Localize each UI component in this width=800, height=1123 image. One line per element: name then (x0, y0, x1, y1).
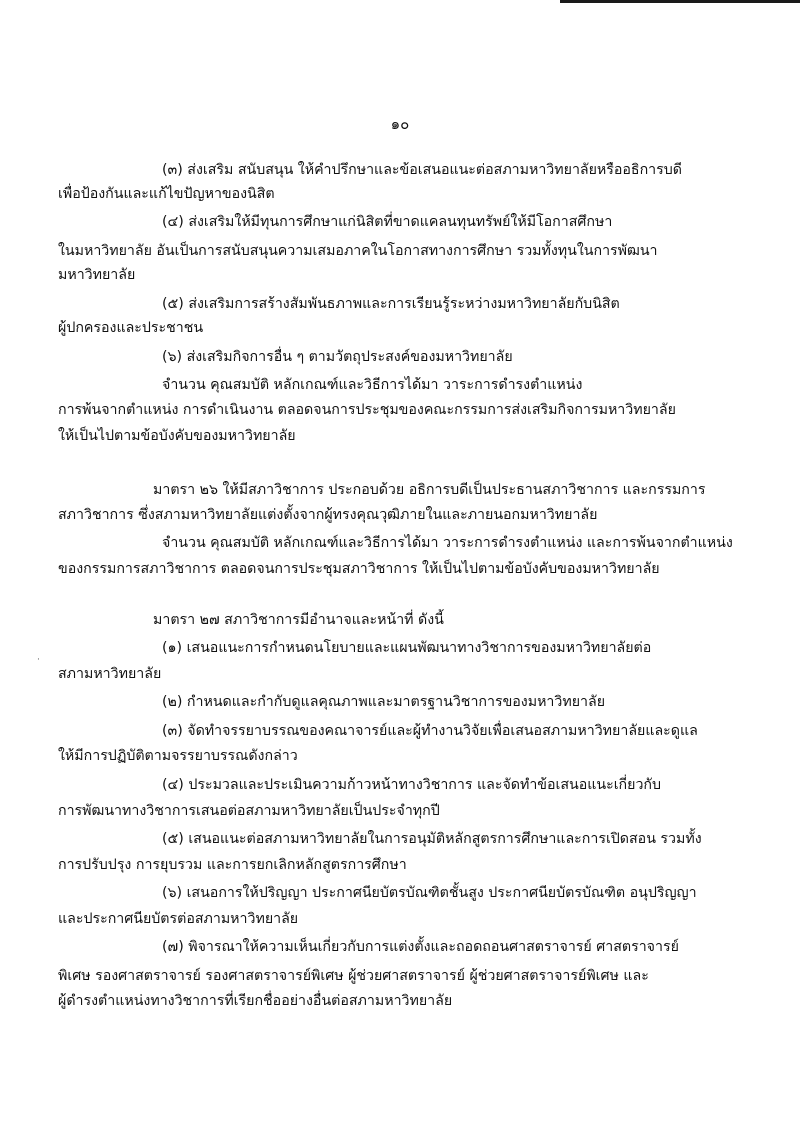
paragraph-line: (๑) เสนอแนะการกำหนดนโยบายและแผนพัฒนาทางวิชาการของมหาวิทยาลัยต่อ (162, 640, 652, 656)
paragraph-line: สภาวิชาการ ซึ่งสภามหาวิทยาลัยแต่งตั้งจากผู้ทรงคุณวุฒิภายในและภายนอกมหาวิทยาลัย (58, 507, 598, 523)
scan-edge-line (560, 0, 800, 3)
paragraph-line: (๕) เสนอแนะต่อสภามหาวิทยาลัยในการอนุมัติหลักสูตรการศึกษาและการเปิดสอน รวมทั้ง (162, 831, 702, 847)
paragraph-line: สภามหาวิทยาลัย (58, 666, 162, 682)
paragraph-line: ผู้ปกครองและประชาชน (58, 320, 204, 336)
paragraph-line: (๖) เสนอการให้ปริญญา ประกาศนียบัตรบัณฑิตชั้นสูง ประกาศนียบัตรบัณฑิต อนุปริญญา (162, 885, 697, 901)
paragraph-line: ของกรรมการสภาวิชาการ ตลอดจนการประชุมสภาวิชาการ ให้เป็นไปตามข้อบังคับของมหาวิทยาลัย (58, 561, 660, 577)
paragraph-line: และประกาศนียบัตรต่อสภามหาวิทยาลัย (58, 911, 299, 927)
paragraph-line: การปรับปรุง การยุบรวม และการยกเลิกหลักสูตรการศึกษา (58, 857, 407, 873)
paragraph-line: (๓) ส่งเสริม สนับสนุน ให้คำปรึกษาและข้อเสนอแนะต่อสภามหาวิทยาลัยหรืออธิการบดี (162, 162, 682, 178)
section-27-heading: มาตรา ๒๗ สภาวิชาการมีอำนาจและหน้าที่ ดังนี้ (153, 612, 444, 628)
paragraph-line: (๗) พิจารณาให้ความเห็นเกี่ยวกับการแต่งตั้งและถอดถอนศาสตราจารย์ ศาสตราจารย์ (162, 939, 679, 955)
paragraph-line: (๖) ส่งเสริมกิจการอื่น ๆ ตามวัตถุประสงค์ของมหาวิทยาลัย (162, 349, 513, 365)
paragraph-line: จำนวน คุณสมบัติ หลักเกณฑ์และวิธีการได้มา วาระการดำรงตำแหน่ง และการพ้นจากตำแหน่ง (162, 535, 733, 551)
paragraph-line: ผู้ดำรงตำแหน่งทางวิชาการที่เรียกชื่ออย่างอื่นต่อสภามหาวิทยาลัย (58, 993, 453, 1009)
paragraph-line: ในมหาวิทยาลัย อันเป็นการสนับสนุนความเสมอภาคในโอกาสทางการศึกษา รวมทั้งทุนในการพัฒนา (58, 243, 658, 259)
paragraph-line: ให้เป็นไปตามข้อบังคับของมหาวิทยาลัย (58, 428, 296, 444)
paragraph-line: เพื่อป้องกันและแก้ไขปัญหาของนิสิต (58, 186, 275, 202)
paragraph-line: (๒) กำหนดและกำกับดูแลคุณภาพและมาตรฐานวิชาการของมหาวิทยาลัย (162, 694, 606, 710)
scan-speck: · (37, 655, 40, 665)
paragraph-line: (๓) จัดทำจรรยาบรรณของคณาจารย์และผู้ทำงานวิจัยเพื่อเสนอสภามหาวิทยาลัยและดูแล (162, 723, 698, 739)
paragraph-line: ให้มีการปฏิบัติตามจรรยาบรรณดังกล่าว (58, 748, 298, 764)
paragraph-line: การพ้นจากตำแหน่ง การดำเนินงาน ตลอดจนการประชุมของคณะกรรมการส่งเสริมกิจการมหาวิทยาลัย (58, 402, 676, 418)
page-number: ๑๐ (390, 115, 410, 133)
paragraph-line: (๔) ส่งเสริมให้มีทุนการศึกษาแก่นิสิตที่ขาดแคลนทุนทรัพย์ให้มีโอกาสศึกษา (162, 214, 613, 230)
paragraph-line: มหาวิทยาลัย (58, 267, 136, 283)
paragraph-line: (๕) ส่งเสริมการสร้างสัมพันธภาพและการเรียนรู้ระหว่างมหาวิทยาลัยกับนิสิต (162, 296, 620, 312)
section-26-heading: มาตรา ๒๖ ให้มีสภาวิชาการ ประกอบด้วย อธิการบดีเป็นประธานสภาวิชาการ และกรรมการ (153, 482, 706, 498)
paragraph-line: พิเศษ รองศาสตราจารย์ รองศาสตราจารย์พิเศษ ผู้ช่วยศาสตราจารย์ ผู้ช่วยศาสตราจารย์พิเศษ และ (58, 968, 649, 984)
paragraph-line: การพัฒนาทางวิชาการเสนอต่อสภามหาวิทยาลัยเป็นประจำทุกปี (58, 803, 440, 819)
paragraph-line: (๔) ประมวลและประเมินความก้าวหน้าทางวิชาการ และจัดทำข้อเสนอแนะเกี่ยวกับ (162, 777, 662, 793)
paragraph-line: จำนวน คุณสมบัติ หลักเกณฑ์และวิธีการได้มา วาระการดำรงตำแหน่ง (162, 377, 583, 393)
